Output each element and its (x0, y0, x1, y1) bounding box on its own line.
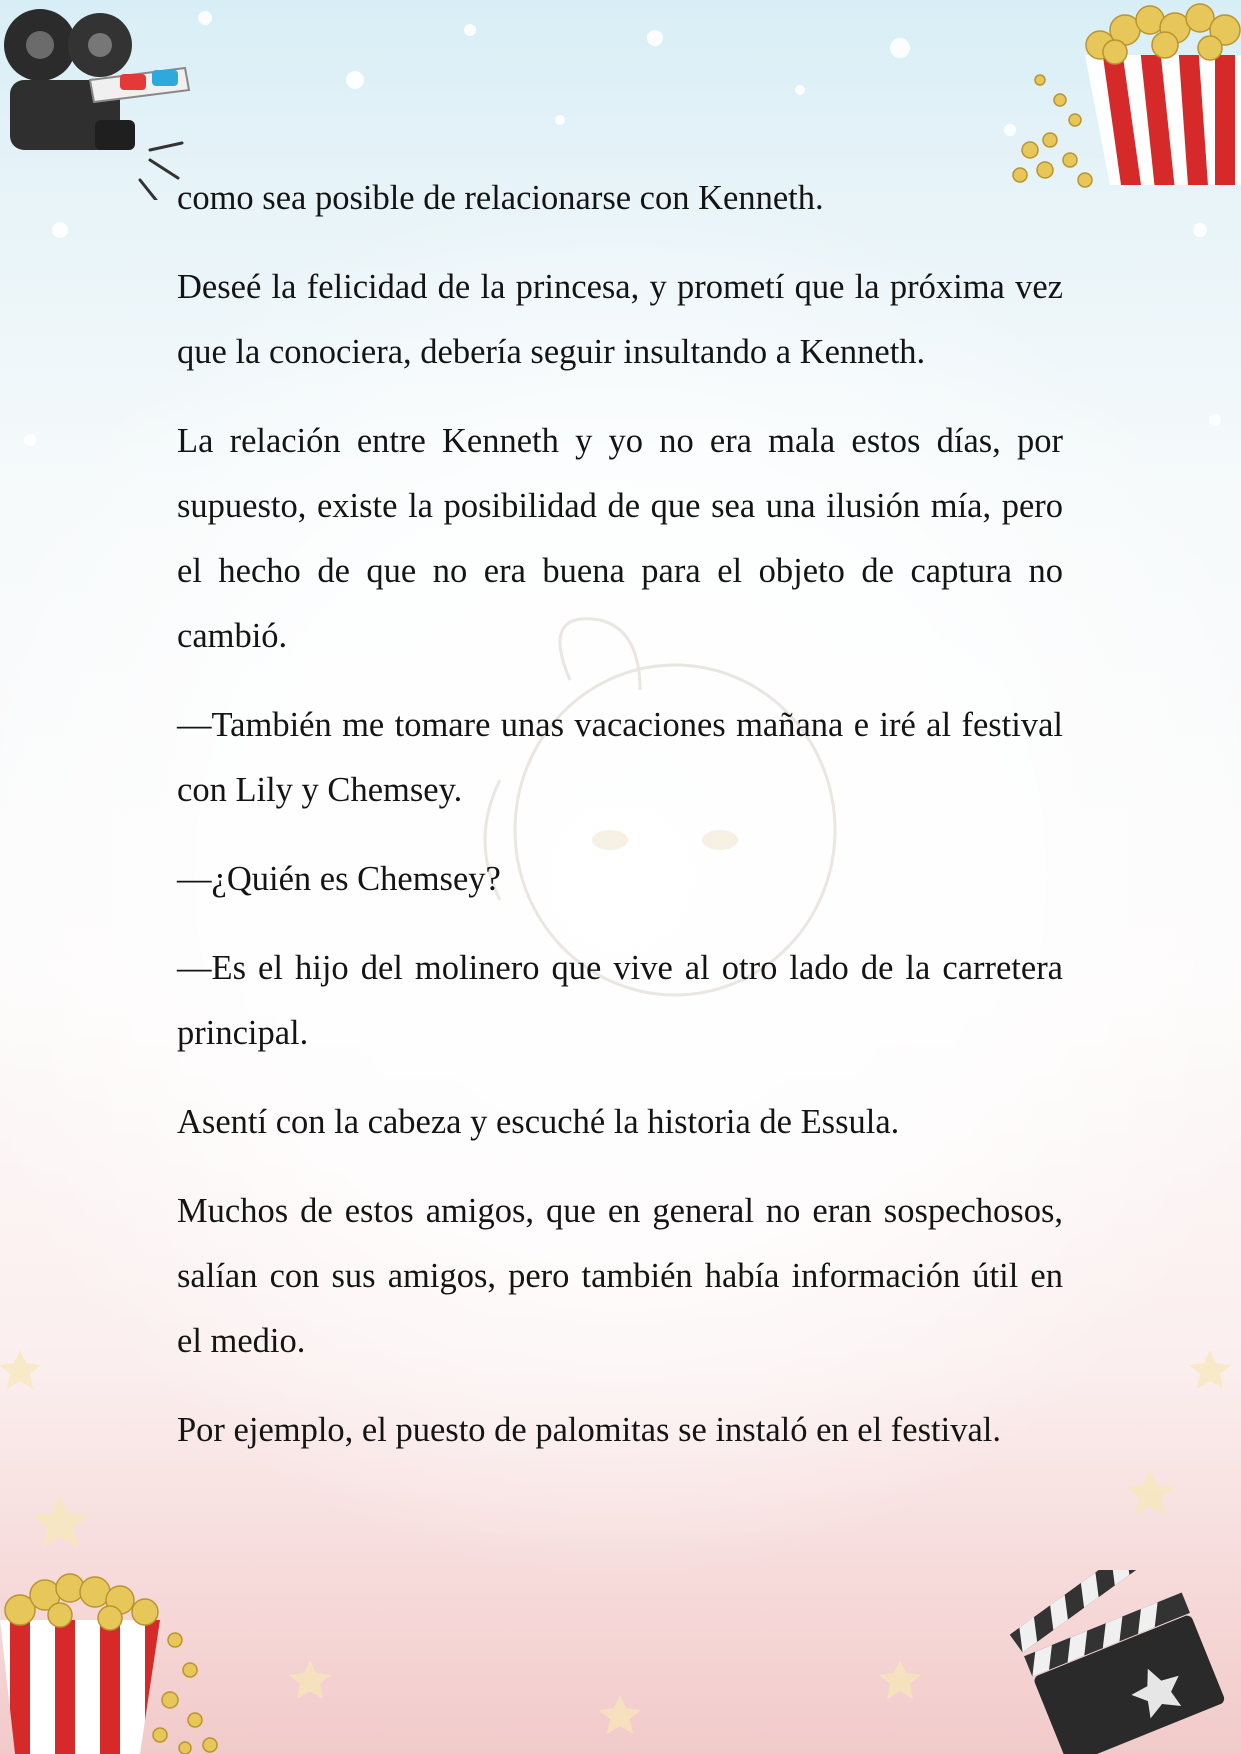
paragraph: Asentí con la cabeza y escuché la historia de Essula. (177, 1103, 900, 1141)
popcorn-bucket-icon (0, 1560, 230, 1754)
paragraph: como sea posible de relacionarse con Kenneth. (177, 179, 824, 217)
film-camera-with-3d-glasses-icon (0, 0, 200, 200)
dialogue-paragraph: —También me tomare unas vacaciones mañana e iré al festival con Lily y Chemsey. (177, 706, 1063, 809)
paragraph: La relación entre Kenneth y yo no era mala estos días, por supuesto, existe la posibilidad de que sea una ilusión mía, pero el hecho de que no era buena para el objeto de captura no cambió. (177, 422, 1063, 655)
paragraph: Muchos de estos amigos, que en general no eran sospechosos, salían con sus amigos, pero también había información útil en el medio. (177, 1192, 1063, 1360)
dialogue-paragraph: —Es el hijo del molinero que vive al otro lado de la carretera principal. (177, 949, 1063, 1052)
clapperboard-icon (1010, 1570, 1241, 1754)
dialogue-paragraph: —¿Quién es Chemsey? (177, 860, 501, 898)
document-body (177, 166, 1063, 1487)
paragraph: Por ejemplo, el puesto de palomitas se instaló en el festival. (177, 1411, 1001, 1449)
paragraph: Deseé la felicidad de la princesa, y prometí que la próxima vez que la conociera, debería seguir insultando a Kenneth. (177, 268, 1063, 371)
